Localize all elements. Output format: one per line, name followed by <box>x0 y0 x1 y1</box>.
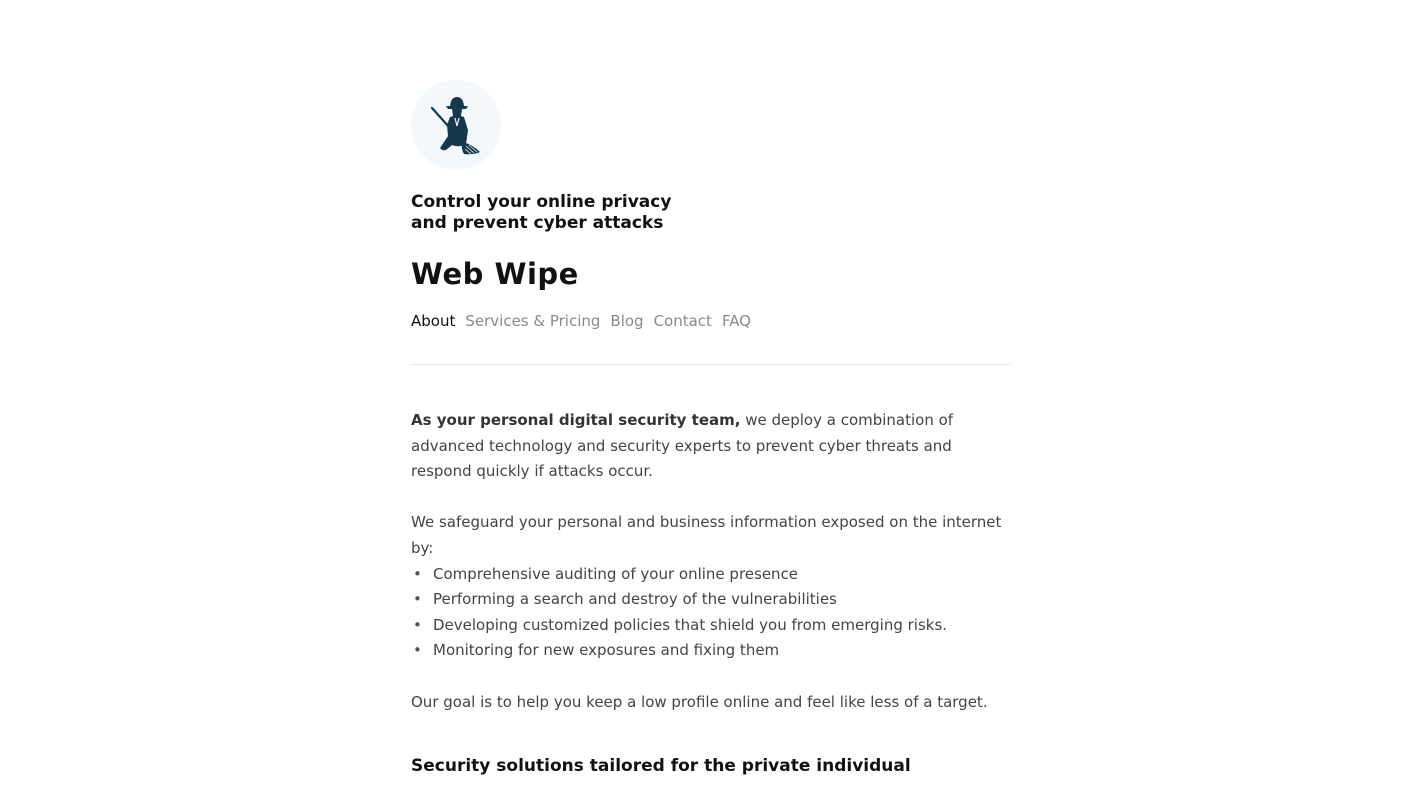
list-item: • Comprehensive auditing of your online presence <box>411 562 1011 588</box>
main-nav <box>411 311 1011 331</box>
about-content <box>411 408 1011 777</box>
main-container <box>411 80 1011 777</box>
nav-services-pricing[interactable]: Services & Pricing <box>465 312 601 330</box>
site-tagline: Control your online privacy and prevent cyber attacks <box>411 192 672 233</box>
section-heading: Security solutions tailored for the private individual <box>411 756 911 777</box>
header-divider <box>411 364 1011 365</box>
detective-sweeper-icon <box>426 92 486 158</box>
list-item: • Performing a search and destroy of the vulnerabilities <box>411 587 1011 613</box>
services-bullet-list <box>411 562 1011 664</box>
goal-paragraph: Our goal is to help you keep a low profile online and feel like less of a target. <box>411 692 988 711</box>
list-item: • Monitoring for new exposures and fixing them <box>411 638 1011 664</box>
intro-rest-text: we deploy a combination of advanced technology and security experts to prevent cyber threats and respond quickly if attacks occur. <box>411 411 954 481</box>
safeguard-paragraph: We safeguard your personal and business information exposed on the internet by: <box>411 513 1002 557</box>
site-title[interactable]: Web Wipe <box>411 257 579 291</box>
site-logo[interactable] <box>411 80 501 170</box>
intro-bold-text: As your personal digital security team, <box>411 411 741 429</box>
nav-blog[interactable]: Blog <box>610 312 644 330</box>
intro-paragraph <box>411 408 1011 485</box>
list-item: • Developing customized policies that shield you from emerging risks. <box>411 613 1011 639</box>
nav-faq[interactable]: FAQ <box>721 312 751 330</box>
nav-contact[interactable]: Contact <box>653 312 712 330</box>
paragraph-gap <box>411 485 1011 511</box>
nav-about[interactable]: About <box>411 312 456 330</box>
paragraph-gap <box>411 664 1011 690</box>
